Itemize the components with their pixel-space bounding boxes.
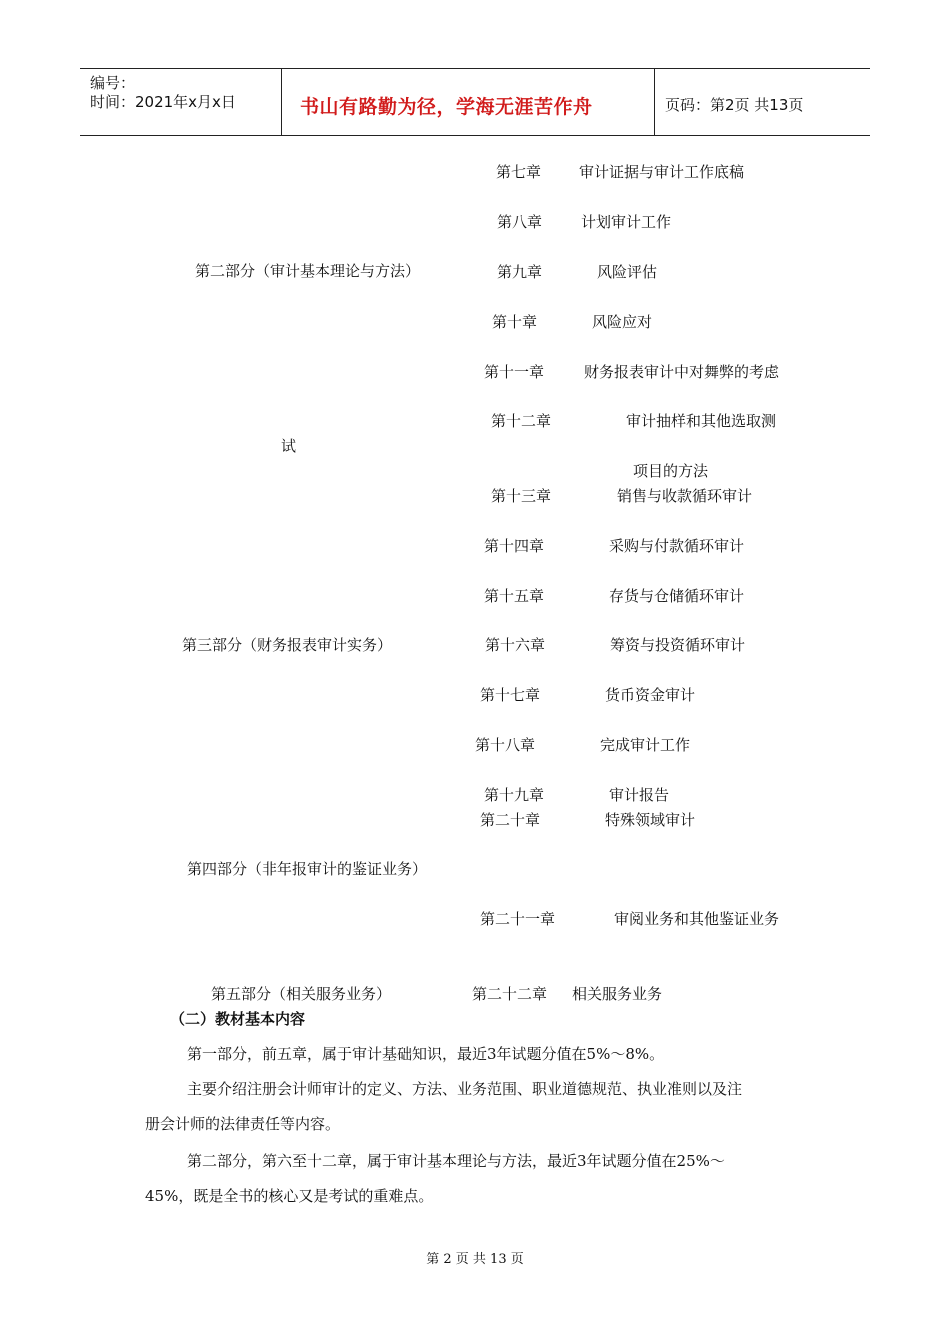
header-bottom-rule [80, 135, 870, 136]
toc-part3-label: 第三部分（财务报表审计实务） [182, 636, 393, 654]
header-page-label: 页码：第2页 共13页 [665, 96, 804, 114]
body-paragraph: 主要介绍注册会计师审计的定义、方法、业务范围、职业道德规范、执业准则以及注 [187, 1080, 743, 1098]
body-paragraph: 第一部分，前五章，属于审计基础知识，最近3年试题分值在5%～8%。 [187, 1045, 665, 1063]
toc-chapter-num: 第七章 [496, 163, 542, 181]
toc-chapter-num: 第二十一章 [480, 910, 556, 928]
toc-chapter-num: 第十四章 [484, 537, 545, 555]
toc-chapter-title: 筹资与投资循环审计 [610, 636, 746, 654]
toc-chapter-title: 存货与仓储循环审计 [609, 587, 745, 605]
header-time-label: 时间：2021年x月x日 [90, 93, 236, 111]
toc-chapter-num: 第十八章 [475, 736, 536, 754]
toc-chapter-title: 销售与收款循环审计 [617, 487, 753, 505]
toc-chapter-title-continued: 项目的方法 [633, 462, 709, 480]
toc-chapter-num: 第二十二章 [472, 985, 548, 1003]
header-divider-left [281, 68, 282, 136]
header-top-rule [80, 68, 870, 69]
toc-part4-label: 第四部分（非年报审计的鉴证业务） [187, 860, 428, 878]
toc-chapter-title: 审阅业务和其他鉴证业务 [614, 910, 780, 928]
toc-chapter-num: 第十六章 [485, 636, 546, 654]
toc-chapter-num: 第十章 [492, 313, 538, 331]
footer-page-number: 第 2 页 共 13 页 [426, 1252, 524, 1267]
toc-chapter-num: 第十三章 [491, 487, 552, 505]
toc-chapter-title: 审计证据与审计工作底稿 [579, 163, 745, 181]
toc-chapter-num: 第八章 [497, 213, 543, 231]
header-divider-right [654, 68, 655, 136]
toc-chapter-title: 货币资金审计 [605, 686, 696, 704]
body-paragraph-continued: 45%，既是全书的核心又是考试的重难点。 [145, 1187, 434, 1205]
section-heading: （二）教材基本内容 [170, 1010, 306, 1028]
toc-chapter-title: 审计报告 [609, 786, 670, 804]
toc-chapter-num: 第十九章 [484, 786, 545, 804]
toc-chapter-num: 第十二章 [491, 412, 552, 430]
toc-part2-label: 第二部分（审计基本理论与方法） [195, 262, 421, 280]
body-paragraph-continued: 册会计师的法律责任等内容。 [145, 1115, 341, 1133]
body-paragraph: 第二部分，第六至十二章，属于审计基本理论与方法，最近3年试题分值在25%～ [187, 1152, 725, 1170]
toc-chapter-title: 采购与付款循环审计 [609, 537, 745, 555]
toc-chapter-num: 第十七章 [480, 686, 541, 704]
toc-chapter-num: 第二十章 [480, 811, 541, 829]
toc-part5-label: 第五部分（相关服务业务） [211, 985, 392, 1003]
toc-chapter-title: 计划审计工作 [581, 213, 672, 231]
toc-chapter-num: 第九章 [497, 263, 543, 281]
toc-part2-suffix: 试 [281, 437, 297, 455]
toc-chapter-title: 财务报表审计中对舞弊的考虑 [584, 363, 780, 381]
header-number-label: 编号： [90, 74, 136, 92]
toc-chapter-title: 风险评估 [597, 263, 658, 281]
toc-chapter-title: 风险应对 [592, 313, 653, 331]
toc-chapter-title: 审计抽样和其他选取测 [626, 412, 777, 430]
toc-chapter-title: 完成审计工作 [600, 736, 691, 754]
toc-chapter-title: 特殊领域审计 [605, 811, 696, 829]
header-motto: 书山有路勤为径，学海无涯苦作舟 [300, 96, 593, 118]
toc-chapter-num: 第十一章 [484, 363, 545, 381]
toc-chapter-num: 第十五章 [484, 587, 545, 605]
toc-chapter-title: 相关服务业务 [572, 985, 663, 1003]
